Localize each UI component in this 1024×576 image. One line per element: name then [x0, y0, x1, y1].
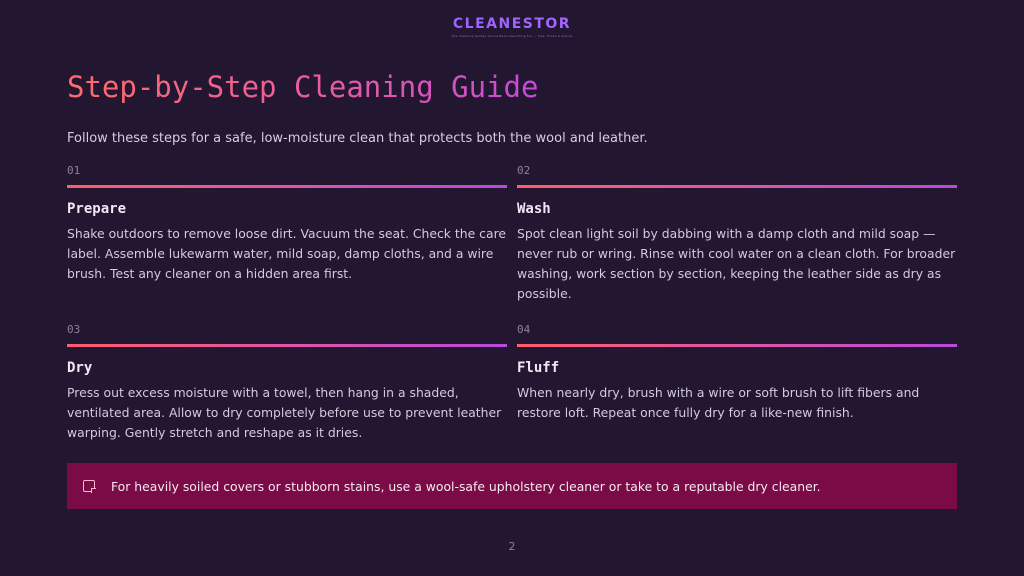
tip-callout [67, 463, 957, 509]
note-icon [83, 480, 95, 492]
logo [0, 16, 1024, 38]
step-title: Wash [517, 201, 551, 217]
step-description: Press out excess moisture with a towel, then hang in a shaded, ventilated area. Allow to dry completely before use to prevent leather warping. Gently stretch and reshape as it dries. [67, 385, 502, 440]
logo-tagline: The Cleaning Guides You've Been Searching For — Tips, Tricks & Advice [451, 34, 573, 38]
page-title: Step-by-Step Cleaning Guide [67, 66, 538, 108]
step-title: Dry [67, 360, 93, 376]
step-number: 02 [517, 164, 531, 177]
step-card-prepare [67, 164, 507, 284]
step-divider [517, 185, 957, 188]
step-card-wash [517, 164, 957, 304]
step-description: When nearly dry, brush with a wire or soft brush to lift fibers and restore loft. Repeat once fully dry for a like-new finish. [517, 385, 920, 420]
step-card-dry [67, 323, 507, 443]
step-description: Spot clean light soil by dabbing with a damp cloth and mild soap — never rub or wring. Rinse with cool water on a clean cloth. For broader washing, work section by section, keeping the leather side as dry as possible. [517, 226, 956, 301]
step-number: 03 [67, 323, 81, 336]
step-number: 01 [67, 164, 81, 177]
step-card-fluff [517, 323, 957, 423]
step-title: Prepare [67, 201, 127, 217]
step-title: Fluff [517, 360, 560, 376]
logo-wordmark: CLEANESTOR [0, 16, 1024, 32]
step-description: Shake outdoors to remove loose dirt. Vacuum the seat. Check the care label. Assemble lukewarm water, mild soap, damp cloths, and a wire brush. Test any cleaner on a hidden area first. [67, 226, 507, 281]
step-divider [67, 344, 507, 347]
page-subtitle: Follow these steps for a safe, low-moisture clean that protects both the wool and leather. [67, 131, 648, 146]
step-divider [517, 344, 957, 347]
callout-text: For heavily soiled covers or stubborn stains, use a wool-safe upholstery cleaner or take to a reputable dry cleaner. [111, 478, 821, 494]
step-number: 04 [517, 323, 531, 336]
page-number: 2 [508, 540, 516, 553]
step-divider [67, 185, 507, 188]
